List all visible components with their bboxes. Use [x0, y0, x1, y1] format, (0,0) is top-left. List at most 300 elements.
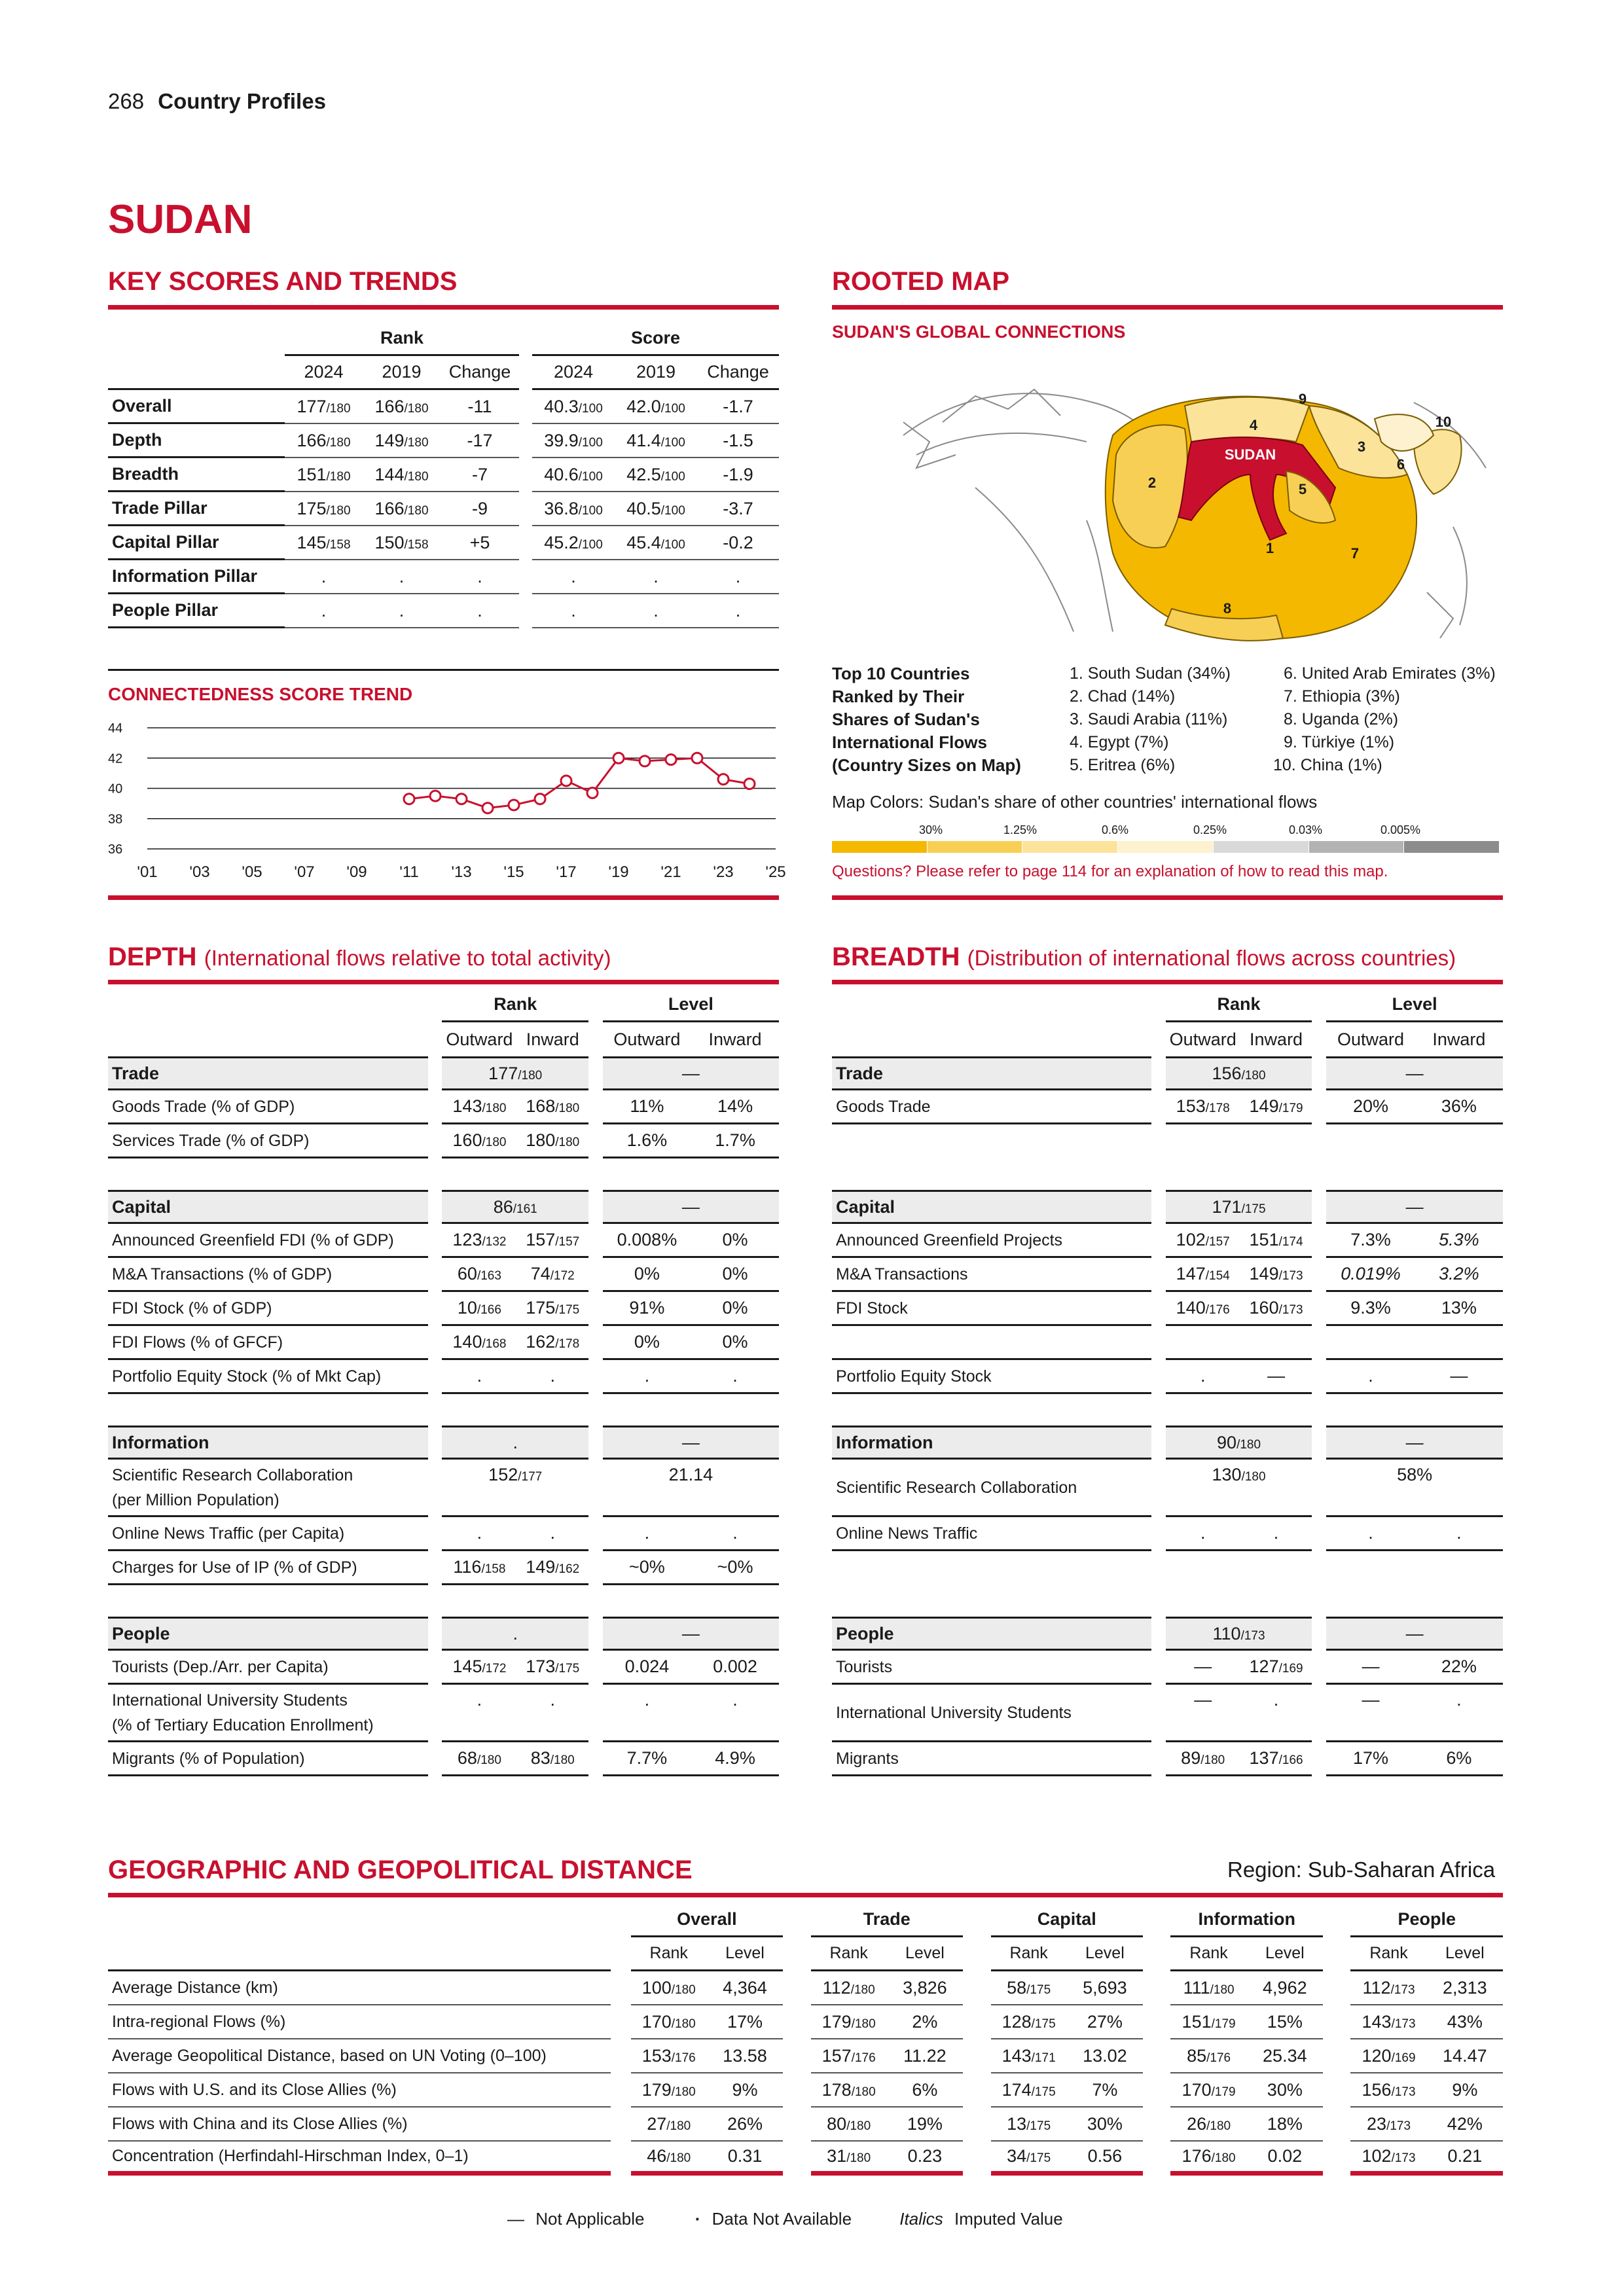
geo-level: 9%: [707, 2073, 783, 2108]
breadth-level-inward: .: [1415, 1517, 1503, 1551]
geo-row-label: Average Distance (km): [108, 1971, 611, 2005]
geo-level: 17%: [707, 2005, 783, 2039]
depth-rank-outward-denominator: /172: [482, 1662, 507, 1676]
depth-rank-inward-denominator: /172: [550, 1269, 575, 1283]
breadth-section-header: [832, 1056, 1503, 1090]
ks-row-label: People Pillar: [108, 594, 285, 628]
y-tick-label: 42: [108, 751, 123, 766]
depth-rank-inward-denominator: /175: [555, 1303, 580, 1317]
geo-rank: 26: [1187, 2113, 1207, 2134]
depth-section-rank: 86: [493, 1196, 513, 1217]
breadth-level-outward: 0.019%: [1326, 1258, 1415, 1292]
geo-level: 2,313: [1427, 1971, 1503, 2005]
geo-rank-denominator: /169: [1391, 2051, 1416, 2065]
breadth-rank-outward-denominator: /178: [1205, 1102, 1230, 1115]
y-tick-label: 40: [108, 781, 123, 797]
ks-score-group: Score: [532, 322, 779, 356]
ks-score-2024: 40.6: [544, 464, 579, 484]
ks-score-2024: .: [571, 600, 576, 620]
depth-row-label: [108, 1551, 428, 1585]
geo-level: 11.22: [887, 2039, 963, 2073]
breadth-row-label: [832, 1651, 1151, 1685]
top10-item: 6. United Arab Emirates (3%): [1284, 664, 1496, 683]
geo-rank-denominator: /180: [851, 2085, 876, 2099]
ks-rank-2019-denominator: /180: [404, 503, 429, 518]
geo-rank: 85: [1187, 2045, 1207, 2066]
top10-item: 7. Ethiopia (3%): [1284, 687, 1400, 706]
geo-sub-level: Level: [707, 1937, 783, 1971]
breadth-row: [832, 1258, 1503, 1292]
depth-row-label: [108, 1360, 428, 1394]
depth-row-label: [108, 1742, 428, 1776]
geo-rank: 58: [1007, 1977, 1027, 1998]
geo-rank: 111: [1183, 1977, 1210, 1998]
scale-label: 1.25%: [1003, 823, 1038, 836]
geo-level: 13.58: [707, 2039, 783, 2073]
footer-legend: [507, 2209, 1063, 2229]
breadth-row-label-text: Scientific Research Collaboration: [836, 1478, 1077, 1497]
ks-rank-2024-denominator: /180: [326, 401, 351, 416]
depth-row-label: [108, 1685, 428, 1742]
y-tick-label: 44: [108, 721, 123, 736]
depth-rank-outward: 116: [453, 1557, 482, 1577]
geo-level: 0.02: [1247, 2142, 1323, 2176]
trend-point: [561, 776, 571, 786]
ks-score-2024: 45.2: [544, 532, 579, 552]
ks-score-change: -3.7: [697, 492, 779, 526]
breadth-rank-inward-denominator: /174: [1278, 1235, 1303, 1249]
geo-rank: 179: [641, 2079, 672, 2100]
top10-item: 10. China (1%): [1273, 756, 1382, 774]
breadth-section-rank: 90: [1217, 1432, 1237, 1452]
ks-score-2019: 45.4: [626, 532, 661, 552]
ks-row-label: Information Pillar: [108, 560, 285, 594]
depth-level-value: 21.14: [603, 1460, 779, 1517]
breadth-level-value: 58%: [1326, 1460, 1503, 1517]
geo-rank-denominator: /180: [851, 2017, 876, 2031]
dna-label: Data Not Available: [712, 2209, 852, 2229]
depth-level-inward: 0%: [691, 1326, 779, 1360]
geo-level: 43%: [1427, 2005, 1503, 2039]
breadth-row-label: [832, 1326, 1151, 1360]
depth-rank-inward-denominator: /178: [555, 1337, 580, 1351]
geo-level: 19%: [887, 2108, 963, 2142]
breadth-rank-outward: 89: [1181, 1748, 1201, 1768]
ks-rank-2024-denominator: /180: [326, 435, 351, 450]
geo-rank: 31: [827, 2146, 847, 2166]
breadth-rank-outward: 153: [1176, 1096, 1206, 1116]
geo-rank: 120: [1362, 2045, 1392, 2066]
ks-rank-2024: .: [321, 566, 327, 586]
depth-section-header: [108, 1056, 779, 1090]
geo-row-label: Intra-regional Flows (%): [108, 2005, 611, 2039]
ks-score-change: -1.5: [697, 424, 779, 458]
depth-row-label-text: FDI Flows (% of GFCF): [112, 1333, 283, 1352]
geo-rank-denominator: /173: [1390, 1982, 1415, 1997]
na-symbol: —: [507, 2209, 524, 2229]
ks-score-2024: .: [571, 566, 576, 586]
depth-row-label-sub: (per Million Population): [112, 1490, 280, 1509]
geo-level: 9%: [1427, 2073, 1503, 2108]
depth-row-label: [108, 1224, 428, 1258]
depth-level-inward: .: [691, 1685, 779, 1742]
depth-rank-outward-denominator: /132: [482, 1235, 507, 1249]
geo-level: 13.02: [1067, 2039, 1143, 2073]
geo-level: 4,962: [1247, 1971, 1323, 2005]
depth-col: Outward: [446, 1029, 513, 1049]
depth-rank-inward: 175: [526, 1298, 556, 1318]
x-tick-label: '15: [503, 863, 524, 881]
depth-row: [108, 1090, 779, 1124]
trend-point: [587, 787, 598, 798]
breadth-rank-inward-denominator: /169: [1278, 1662, 1303, 1676]
breadth-section-name: Capital: [832, 1190, 1151, 1224]
breadth-row: [832, 1517, 1503, 1551]
depth-rank-inward: 162: [526, 1332, 556, 1352]
color-scale: [832, 841, 1500, 853]
breadth-row: [832, 1460, 1503, 1517]
trend-chart: [108, 713, 786, 884]
depth-row: [108, 1651, 779, 1685]
scale-swatch: [1404, 841, 1500, 853]
ks-score-2024-denominator: /100: [578, 537, 603, 552]
ks-row-label: Capital Pillar: [108, 526, 285, 560]
geo-rank: 153: [641, 2045, 672, 2066]
breadth-col: Inward: [1432, 1029, 1486, 1049]
ks-score-2024: 39.9: [544, 430, 579, 450]
depth-rank-outward: .: [477, 1690, 482, 1710]
top10-title-line: (Country Sizes on Map): [832, 755, 1021, 775]
geo-rank: 178: [821, 2079, 852, 2100]
depth-row: [108, 1685, 779, 1742]
ks-row: [108, 458, 779, 492]
ks-rank-2019-denominator: /180: [404, 469, 429, 484]
x-tick-label: '23: [713, 863, 734, 881]
scale-swatch: [1022, 841, 1118, 853]
map-number: 10: [1435, 414, 1452, 430]
geo-level: 0.23: [887, 2142, 963, 2176]
breadth-rank-inward-denominator: /166: [1278, 1753, 1303, 1767]
ks-col: 2024: [532, 356, 615, 390]
breadth-rank-value: 130: [1212, 1465, 1242, 1484]
depth-rank-outward-denominator: /180: [482, 1136, 507, 1149]
depth-level-inward: 0%: [691, 1224, 779, 1258]
breadth-section-header: [832, 1617, 1503, 1651]
depth-level-inward: 4.9%: [691, 1742, 779, 1776]
key-scores-rule: [108, 305, 779, 310]
depth-section-header: [108, 1426, 779, 1460]
geo-level: 0.31: [707, 2142, 783, 2176]
breadth-section-level: —: [1326, 1617, 1503, 1651]
depth-row-label-text: Tourists (Dep./Arr. per Capita): [112, 1657, 329, 1676]
geo-sub-level: Level: [1427, 1937, 1503, 1971]
breadth-rank-inward: 127: [1249, 1657, 1279, 1676]
ks-col: 2024: [285, 356, 363, 390]
ks-rank-change: -7: [441, 458, 519, 492]
breadth-rank-inward: 151: [1249, 1230, 1279, 1249]
geo-group: Overall: [631, 1903, 784, 1937]
depth-col: Inward: [708, 1029, 762, 1049]
depth-row: [108, 1360, 779, 1394]
geo-level: 5,693: [1067, 1971, 1143, 2005]
ks-rank-2024: .: [321, 600, 327, 620]
depth-rank-outward: 60: [457, 1264, 477, 1283]
depth-level-inward: 1.7%: [691, 1124, 779, 1158]
ks-score-change: -1.7: [697, 390, 779, 424]
geo-rank: 157: [821, 2045, 852, 2066]
breadth-row: [832, 1742, 1503, 1776]
ks-score-2024: 36.8: [544, 498, 579, 518]
depth-section-rank: .: [513, 1432, 518, 1452]
depth-row-label-text: Services Trade (% of GDP): [112, 1131, 310, 1150]
ks-rank-change: -17: [441, 424, 519, 458]
breadth-level-outward: .: [1326, 1517, 1415, 1551]
breadth-level-inward: 22%: [1415, 1651, 1503, 1685]
geo-rank-denominator: /180: [846, 2119, 871, 2133]
depth-level-outward: 0.008%: [603, 1224, 691, 1258]
breadth-table: [832, 988, 1503, 1776]
geo-rank: 128: [1001, 2011, 1032, 2032]
scale-label: 0.03%: [1289, 823, 1323, 836]
breadth-row-label: [832, 1224, 1151, 1258]
depth-rank-outward-denominator: /158: [481, 1562, 506, 1576]
top10-list-2: [1273, 662, 1496, 777]
geo-rank: 170: [1182, 2079, 1212, 2100]
depth-row-label-text: Online News Traffic (per Capita): [112, 1524, 345, 1543]
geo-rank-denominator: /180: [850, 1982, 875, 1997]
geo-rank-denominator: /176: [671, 2051, 696, 2065]
scale-label: 30%: [919, 823, 943, 836]
geo-rank-denominator: /175: [1031, 2085, 1056, 2099]
breadth-level-outward: [1326, 1326, 1415, 1360]
ks-row: [108, 492, 779, 526]
geo-level: 2%: [887, 2005, 963, 2039]
map-colors-caption: Map Colors: Sudan's share of other countries' international flows: [832, 792, 1318, 812]
geo-rank: 80: [827, 2113, 847, 2134]
breadth-row-label-text: International University Students: [836, 1703, 1072, 1722]
depth-row-label-text: Announced Greenfield FDI (% of GDP): [112, 1230, 394, 1249]
breadth-row-label-text: Migrants: [836, 1749, 899, 1768]
scale-swatch: [832, 841, 928, 853]
breadth-section-rank-denominator: /175: [1241, 1202, 1266, 1216]
breadth-row: [832, 1651, 1503, 1685]
ks-row-label: Overall: [108, 390, 285, 424]
breadth-row-label-text: Portfolio Equity Stock: [836, 1367, 992, 1386]
geo-region: Region: Sub-Saharan Africa: [1227, 1857, 1496, 1882]
scale-swatch: [1214, 841, 1309, 853]
geo-sub-level: Level: [1247, 1937, 1323, 1971]
breadth-rank-outward-denominator: /157: [1205, 1235, 1230, 1249]
geo-level: 30%: [1067, 2108, 1143, 2142]
depth-section-rank-denominator: /161: [513, 1202, 537, 1216]
trend-point: [456, 794, 467, 804]
breadth-rank-inward-denominator: /173: [1278, 1303, 1303, 1317]
breadth-section-level: —: [1326, 1056, 1503, 1090]
geo-sub-rank: Rank: [631, 1937, 707, 1971]
depth-rank-denominator: /177: [518, 1470, 543, 1484]
depth-rank-value: 152: [488, 1465, 518, 1484]
ks-col: 2019: [363, 356, 441, 390]
geo-row: [108, 2005, 1503, 2039]
map-number: 1: [1265, 540, 1274, 556]
breadth-rank-group: Rank: [1166, 988, 1312, 1022]
breadth-row-label-text: FDI Stock: [836, 1299, 908, 1318]
x-tick-label: '03: [189, 863, 210, 881]
top10-item: 8. Uganda (2%): [1284, 710, 1399, 728]
geo-rank: 170: [641, 2011, 672, 2032]
geo-rule: [108, 1893, 1503, 1897]
depth-row-label: [108, 1326, 428, 1360]
ks-score-2019: 42.5: [626, 464, 661, 484]
rooted-map-subtitle: SUDAN'S GLOBAL CONNECTIONS: [832, 322, 1126, 342]
map-number: 8: [1223, 600, 1232, 617]
depth-rank-inward: 168: [526, 1096, 556, 1116]
top10-item: 2. Chad (14%): [1070, 687, 1176, 706]
depth-rank-outward: 143: [452, 1096, 482, 1116]
geo-group: Trade: [811, 1903, 964, 1937]
breadth-rank-outward-denominator: /180: [1200, 1753, 1225, 1767]
depth-row-label-text: Migrants (% of Population): [112, 1749, 305, 1768]
depth-rank-outward-denominator: /168: [482, 1337, 507, 1351]
breadth-rank-inward: 160: [1249, 1298, 1279, 1318]
geo-rank-denominator: /173: [1386, 2119, 1411, 2133]
breadth-rank-outward: 147: [1176, 1264, 1206, 1283]
breadth-level-inward: .: [1415, 1685, 1503, 1742]
geo-row-label: Flows with U.S. and its Close Allies (%): [108, 2073, 611, 2108]
geo-rank: 13: [1007, 2113, 1027, 2134]
depth-row-label-text: FDI Stock (% of GDP): [112, 1299, 272, 1318]
ks-rank-2019: 166: [374, 498, 405, 518]
breadth-rank-outward: 140: [1176, 1298, 1206, 1318]
depth-level-inward: .: [691, 1360, 779, 1394]
geo-rank-denominator: /180: [1210, 1982, 1235, 1997]
depth-section-level: —: [603, 1056, 779, 1090]
depth-rule: [108, 980, 779, 984]
trend-point: [718, 774, 729, 785]
breadth-section-name: People: [832, 1617, 1151, 1651]
trend-point: [404, 794, 414, 804]
scale-swatch: [1309, 841, 1405, 853]
breadth-row-label-text: M&A Transactions: [836, 1265, 968, 1283]
scale-swatch: [1118, 841, 1214, 853]
ks-rank-change: -9: [441, 492, 519, 526]
depth-row-label-text: Goods Trade (% of GDP): [112, 1097, 295, 1116]
ks-col: Change: [697, 356, 779, 390]
breadth-title: BREADTH: [832, 942, 960, 971]
map-number: 6: [1396, 456, 1405, 473]
x-tick-label: '13: [451, 863, 472, 881]
depth-row-label-text: Scientific Research Collaboration: [112, 1465, 353, 1484]
ks-row-label: Breadth: [108, 458, 285, 492]
rooted-map: [877, 357, 1499, 645]
breadth-row: [832, 1292, 1503, 1326]
geo-rank-denominator: /180: [1211, 2151, 1236, 2165]
geo-rank: 112: [822, 1977, 851, 1998]
geo-level: 26%: [707, 2108, 783, 2142]
depth-rank-outward: 10: [457, 1298, 477, 1318]
geo-rank-denominator: /173: [1391, 2151, 1416, 2165]
depth-rank-outward-denominator: /166: [477, 1303, 501, 1317]
breadth-row: [832, 1090, 1503, 1124]
x-tick-label: '09: [346, 863, 367, 881]
depth-rank-outward: 160: [452, 1130, 482, 1150]
geo-level: 25.34: [1247, 2039, 1323, 2073]
geo-row: [108, 2073, 1503, 2108]
geo-rank: 100: [641, 1977, 672, 1998]
ks-rank-2019: 166: [374, 396, 405, 416]
depth-table: [108, 988, 779, 1776]
geo-level: 4,364: [707, 1971, 783, 2005]
breadth-level-inward: 6%: [1415, 1742, 1503, 1776]
depth-level-outward: 11%: [603, 1090, 691, 1124]
depth-rank-outward: 68: [457, 1748, 477, 1768]
breadth-rule: [832, 980, 1503, 984]
depth-row: [108, 1460, 779, 1517]
depth-rank-outward: 140: [452, 1332, 482, 1352]
breadth-row-label: [832, 1090, 1151, 1124]
geo-row-label: Concentration (Herfindahl-Hirschman Index, 0–1): [108, 2142, 611, 2176]
breadth-section-rank-denominator: /180: [1241, 1068, 1266, 1083]
ks-score-2019: .: [653, 566, 659, 586]
depth-row-label: [108, 1651, 428, 1685]
geo-rank: 174: [1001, 2079, 1032, 2100]
breadth-rank-outward: 102: [1176, 1230, 1206, 1249]
depth-rank-outward-denominator: /180: [477, 1753, 501, 1767]
geo-group: Information: [1170, 1903, 1323, 1937]
breadth-rank-inward: 149: [1249, 1096, 1279, 1116]
scale-label: 0.005%: [1380, 823, 1421, 836]
imputed-label: Imputed Value: [954, 2209, 1063, 2229]
depth-row: [108, 1742, 779, 1776]
breadth-row-label-text: Online News Traffic: [836, 1524, 978, 1543]
breadth-rank-outward-denominator: /176: [1205, 1303, 1230, 1317]
geo-row: [108, 2108, 1503, 2142]
geo-rank: 143: [1362, 2011, 1392, 2032]
depth-section-name: Information: [108, 1426, 428, 1460]
top10-title: [832, 662, 1021, 777]
trend-top-rule: [108, 669, 779, 671]
top10-item: 5. Eritrea (6%): [1070, 756, 1176, 774]
depth-row: [108, 1551, 779, 1585]
breadth-row-label: [832, 1292, 1151, 1326]
trend-point: [430, 791, 441, 801]
geo-level: 7%: [1067, 2073, 1143, 2108]
depth-rank-inward: 180: [526, 1130, 556, 1150]
depth-level-outward: .: [603, 1685, 691, 1742]
depth-level-inward: 0%: [691, 1292, 779, 1326]
geo-rank-denominator: /179: [1211, 2017, 1236, 2031]
ks-score-change: .: [697, 594, 779, 628]
breadth-level-outward: 20%: [1326, 1090, 1415, 1124]
breadth-section-header: [832, 1190, 1503, 1224]
depth-row-label-text: Portfolio Equity Stock (% of Mkt Cap): [112, 1367, 382, 1386]
geo-rank-denominator: /179: [1211, 2085, 1236, 2099]
x-tick-label: '25: [765, 863, 786, 881]
breadth-row-label-text: Announced Greenfield Projects: [836, 1230, 1063, 1249]
depth-section-name: Capital: [108, 1190, 428, 1224]
geo-sub-rank: Rank: [1350, 1937, 1426, 1971]
ks-rank-group: Rank: [285, 322, 519, 356]
breadth-subtitle: (Distribution of international flows across countries): [967, 946, 1456, 970]
geo-rank: 34: [1007, 2146, 1027, 2166]
trend-point: [535, 794, 545, 804]
depth-rank-outward: .: [477, 1523, 482, 1543]
depth-row-label-text: M&A Transactions (% of GDP): [112, 1265, 333, 1283]
depth-rank-inward: 83: [530, 1748, 550, 1768]
ks-score-2019: 41.4: [626, 430, 661, 450]
depth-level-outward: 0%: [603, 1258, 691, 1292]
breadth-row-label: [832, 1517, 1151, 1551]
